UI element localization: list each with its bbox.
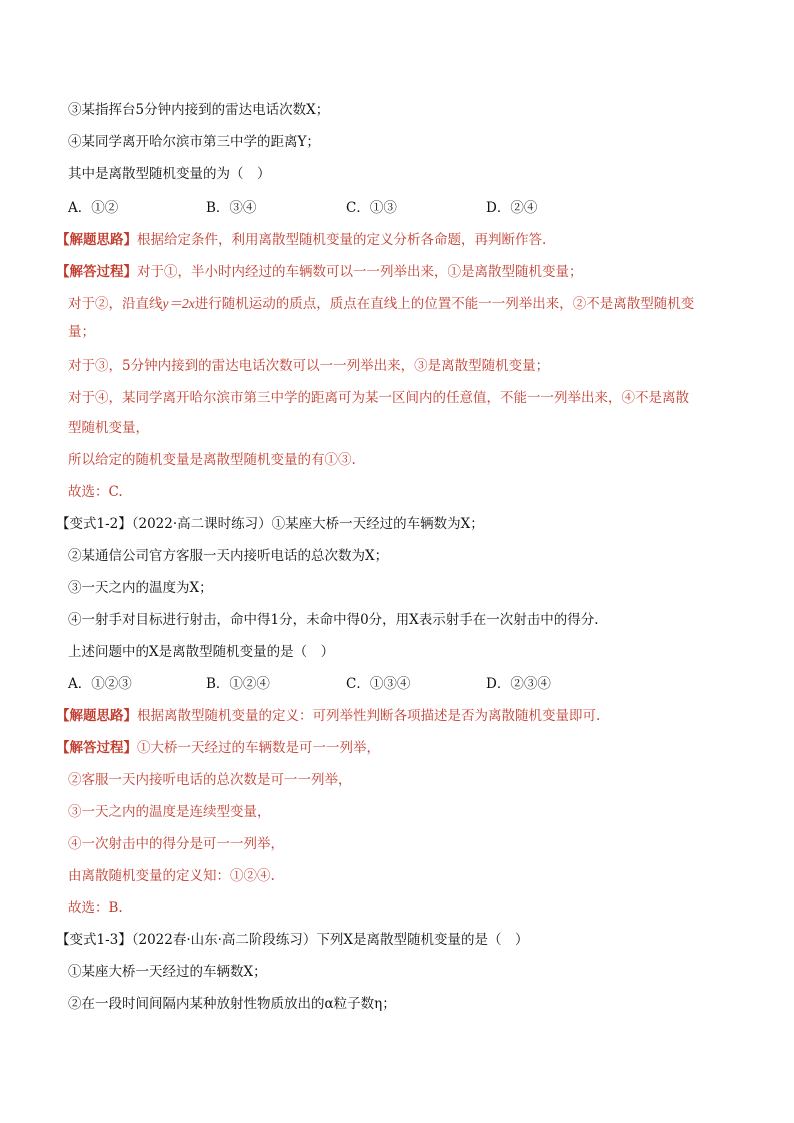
item-3-text: ③某指挥台5分钟内接到的雷达电话次数X； [68, 102, 330, 118]
variant-1-3-heading: 【变式1-3】（2022春·山东·高二阶段练习）下列X是离散型随机变量的是（ ） [56, 932, 529, 948]
q2-option-d: D．②③④ [486, 676, 551, 692]
q2-option-c: C．①③④ [346, 676, 411, 692]
hint-2 [56, 706, 600, 726]
process-2 [56, 738, 380, 758]
variant-1-2-item-4: ④一射手对目标进行射击，命中得1分，未命中得0分，用X表示射手在一次射击中的得分. [68, 612, 599, 628]
question-prompt: 其中是离散型随机变量的为（ ） [68, 166, 271, 182]
hint-1-text: 根据给定条件，利用离散型随机变量的定义分析各命题，再判断作答. [137, 232, 547, 248]
process-1-line-4-cont: 型随机变量， [68, 420, 149, 436]
process-2-conclusion: 由离散随机变量的定义知：①②④. [68, 868, 275, 884]
process-2-tag: 【解答过程】 [56, 740, 137, 756]
answer-1: 故选：C. [68, 484, 123, 500]
variant-1-2-item-3: ③一天之内的温度为X； [68, 580, 213, 596]
process-1-line-3: 对于③，5分钟内接到的雷达电话次数可以一一列举出来，③是离散型随机变量； [68, 358, 550, 374]
q2-option-a: A．①②③ [68, 676, 132, 692]
process-2-line-2: ②客服一天内接听电话的总次数是可一一列举， [68, 772, 352, 788]
q1-option-c: C．①③ [346, 200, 397, 216]
answer-2: 故选：B. [68, 900, 123, 916]
p2-part-a: 对于②，沿直线 [68, 296, 163, 312]
hint-2-text: 根据离散型随机变量的定义：可列举性判断各项描述是否为离散随机变量即可. [137, 708, 601, 724]
p2-math: y＝2x [162, 296, 195, 311]
q1-option-d: D．②④ [486, 200, 538, 216]
q2-option-b: B．①②④ [206, 676, 270, 692]
hint-1 [56, 230, 546, 250]
process-1 [56, 262, 583, 282]
variant-1-3-item-1: ①某座大桥一天经过的车辆数X； [68, 964, 267, 980]
variant-1-2-question: 上述问题中的X是离散型随机变量的是（ ） [68, 644, 335, 660]
variant-1-2-heading: 【变式1-2】（2022·高二课时练习）①某座大桥一天经过的车辆数为X； [56, 516, 484, 532]
p2-part-b: 进行随机运动的质点，质点在直线上的位置不能一一列举出来， [194, 296, 573, 312]
process-2-text: ①大桥一天经过的车辆数是可一一列举， [137, 740, 380, 756]
q1-option-a: A．①② [68, 200, 119, 216]
p2-part-c: ②不是离散型随机变 [572, 296, 695, 312]
q1-option-b: B．③④ [206, 200, 257, 216]
variant-1-2-item-2: ②某通信公司官方客服一天内接听电话的总次数为X； [68, 548, 389, 564]
hint-2-tag: 【解题思路】 [56, 708, 137, 724]
process-2-line-4: ④一次射击中的得分是可一一列举， [68, 836, 284, 852]
process-1-tag: 【解答过程】 [56, 264, 137, 280]
variant-1-3-item-2: ②在一段时间间隔内某种放射性物质放出的α粒子数η； [68, 996, 396, 1012]
process-1-line-2-cont: 量； [68, 324, 95, 340]
process-1-conclusion: 所以给定的随机变量是离散型随机变量的有①③. [68, 452, 356, 468]
process-1-text: 对于①，半小时内经过的车辆数可以一一列举出来，①是离散型随机变量； [137, 264, 583, 280]
process-1-line-4: 对于④，某同学离开哈尔滨市第三中学的距离可为某一区间内的任意值，不能一一列举出来，④不是离散 [68, 390, 689, 406]
process-1-line-2 [68, 294, 694, 314]
process-2-line-3: ③一天之内的温度是连续型变量， [68, 804, 271, 820]
hint-1-tag: 【解题思路】 [56, 232, 137, 248]
item-4-text: ④某同学离开哈尔滨市第三中学的距离Y； [68, 134, 320, 150]
